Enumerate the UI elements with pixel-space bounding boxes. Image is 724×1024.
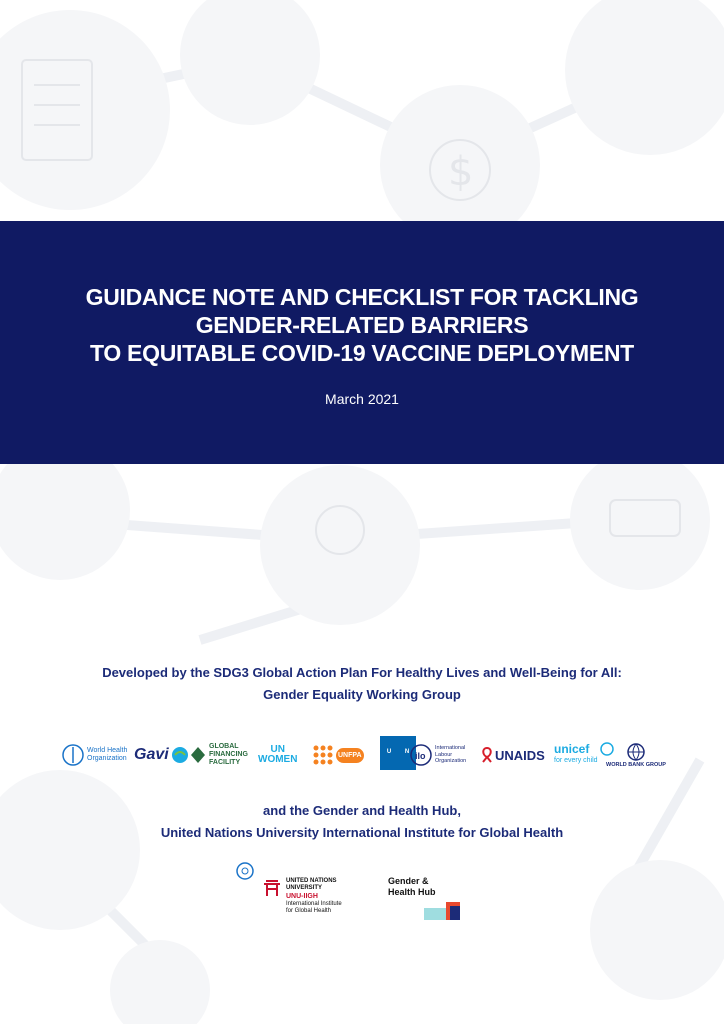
who-emblem-icon [62, 744, 84, 766]
gavi-globe-icon [171, 746, 189, 764]
unicef-wordmark: unicef [554, 742, 590, 756]
ilo-line-3: Organization [435, 758, 467, 765]
title-banner [0, 221, 724, 464]
ilo-logo [410, 734, 466, 776]
ghh-line-1: Gender & [388, 876, 429, 886]
developed-by-line-2: Gender Equality Working Group [263, 687, 461, 702]
unaids-logo [480, 734, 545, 776]
hub-text [20, 800, 704, 844]
unwomen-logo [258, 734, 297, 776]
ghh-line-2: Health Hub [388, 887, 436, 897]
ghh-mark-icon [424, 900, 466, 922]
worldbank-logo [606, 734, 666, 776]
document-title [20, 283, 704, 367]
gff-line-2: FINANCING [209, 751, 248, 758]
title-line-2: GENDER-RELATED BARRIERS [195, 312, 529, 338]
gff-line-3: FACILITY [209, 759, 241, 766]
unu-line-3: UNU-IIGH [286, 893, 318, 900]
who-line-1: World Health [87, 747, 128, 754]
unicef-logo [554, 734, 614, 776]
unaids-wordmark: UNAIDS [495, 747, 545, 763]
gff-line-1: GLOBAL [209, 743, 239, 750]
gavi-wordmark: Gavi [134, 746, 169, 763]
developed-by-line-1: Developed by the SDG3 Global Action Plan For Healthy Lives and Well-Being for All: [102, 665, 622, 680]
unfpa-wordmark: UNFPA [336, 748, 364, 763]
unu-line-4: International Institute [286, 901, 342, 907]
hub-line-1: and the Gender and Health Hub, [263, 803, 461, 818]
gavi-logo [134, 734, 189, 776]
worldbank-globe-icon [626, 742, 646, 762]
ilo-emblem-icon [410, 744, 432, 766]
unicef-tagline: for every child [554, 757, 598, 764]
who-logo [62, 734, 127, 776]
developed-by-text [20, 662, 704, 706]
gff-diamond-icon [190, 746, 206, 764]
who-line-2: Organization [87, 755, 127, 762]
unu-line-1: UNITED NATIONS [286, 878, 337, 884]
gff-logo [190, 734, 248, 776]
unfpa-dots-icon [312, 744, 334, 766]
gender-health-hub-logo [388, 876, 478, 924]
undp-letter-1: U [386, 749, 392, 755]
partner-logos [60, 734, 664, 776]
svg-text:$: $ [448, 149, 474, 195]
un-emblem-icon [236, 862, 254, 880]
ilo-line-2: Labour [435, 751, 453, 758]
unu-line-2: UNIVERSITY [286, 885, 323, 891]
hub-line-2: United Nations University International Institute for Global Health [160, 825, 564, 840]
unwomen-line-2: WOMEN [258, 754, 298, 765]
undp-letter-2b: N [404, 749, 410, 755]
title-line-3: TO EQUITABLE COVID-19 VACCINE DEPLOYMENT [90, 340, 634, 366]
publication-date: March 2021 [325, 391, 399, 407]
unwomen-line-1: UN [270, 744, 285, 755]
red-ribbon-icon [480, 747, 494, 763]
svg-text:ilo: ilo [415, 751, 426, 761]
ilo-line-1: International [435, 745, 466, 752]
worldbank-wordmark: WORLD BANK GROUP [606, 762, 666, 768]
unu-line-5: for Global Health [286, 908, 332, 914]
title-line-1: GUIDANCE NOTE AND CHECKLIST FOR TACKLING [85, 284, 639, 310]
unu-iigh-logo [234, 862, 364, 928]
unu-gate-icon [262, 878, 282, 898]
unfpa-logo [312, 734, 364, 776]
